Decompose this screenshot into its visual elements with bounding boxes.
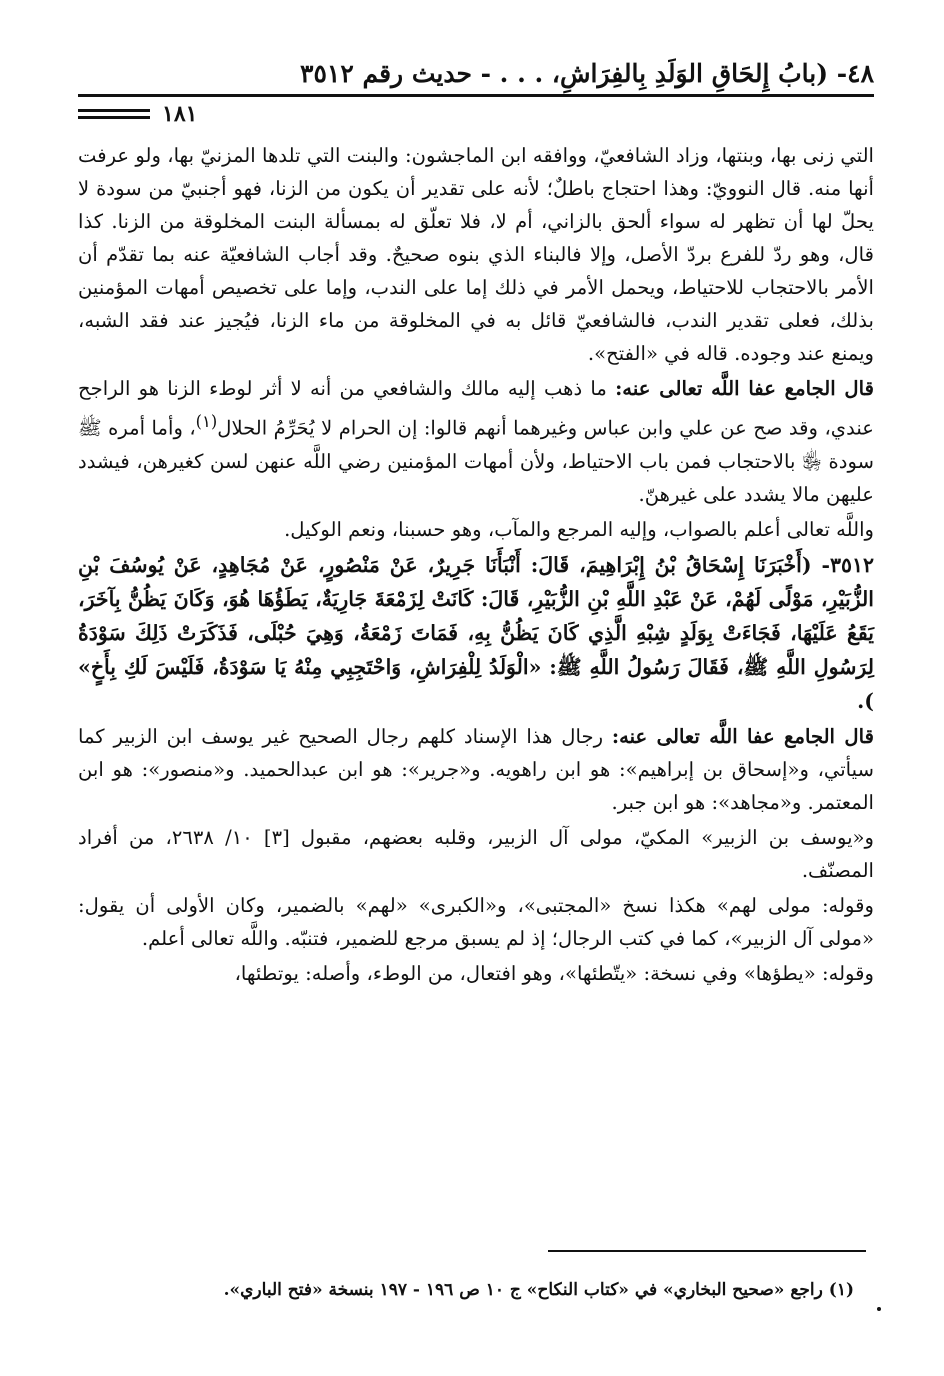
- main-text: [78, 139, 874, 990]
- footnote-ref: (١): [195, 412, 218, 431]
- page-number-row: [78, 99, 874, 129]
- paragraph-narrator: و«يوسف بن الزبير» المكيّ، مولى آل الزبير، وقلبه بعضهم، مقبول [٣] ١٠/ ٢٦٣٨، من أفراد المصنّف.: [78, 825, 875, 882]
- paragraph-closing: واللَّه تعالى أعلم بالصواب، وإليه المرجع والمآب، وهو حسبنا، ونعم الوكيل.: [284, 517, 874, 541]
- footnote: (١) راجع «صحيح البخاري» في «كتاب النكاح» ج ١٠ ص ١٩٦ - ١٩٧ بنسخة «فتح الباري».: [223, 1280, 854, 1300]
- rule-line: [78, 109, 150, 112]
- rule-line: [78, 116, 150, 119]
- paragraph-word-analysis: وقوله: «يطؤها» وفي نسخة: «يتّطئها»، وهو افتعال، من الوطء، وأصله: يوتطئها،: [234, 961, 874, 985]
- author-note-lead: قال الجامع عفا اللَّه تعالى عنه:: [615, 377, 874, 400]
- paragraph-commentary: التي زنى بها، وبنتها، وزاد الشافعيّ، ووافقه ابن الماجشون: والبنت التي تلدها المزنيّ بها، ولو عرفت أنها منه. قال النوويّ: وهذا احتجاج باطلٌ؛ لأنه على تقدير أن يكون من الزنا، فهو أجنبيّ من سودة لا يحلّ لها أن تظهر له سواء ألحق بالزاني، أم لا، فلا تعلّق له بمسألة البنت المخلوقة من الزنا. كذا قال، وهو ردّ للفرع بردّ الأصل، وإلا فالبناء الذي بنوه صحيحٌ. وقد أجاب الشافعيّة عنه بما تقدّم أن الأمر بالاحتجاب للاحتياط، ويحمل الأمر في ذلك إما على الندب، وإما على تخصيص أمهات المؤمنين بذلك، فعلى تقدير الندب، فالشافعيّ قائل به في المخلوقة من ماء الزنا، فيُجيز عند فقد الشبه، ويمنع عند وجوده. قاله في «الفتح».: [78, 144, 874, 365]
- running-header: [78, 52, 874, 97]
- footnote-separator: [548, 1250, 866, 1252]
- author-note-text-b: ، وأما أمره ﷺ سودة ﵂ بالاحتجاب فمن باب الاحتياط، ولأن أمهات المؤمنين رضي اللَّه عنهن لسن كغيرهن، فيشدد عليهن مالا يشدد على غيرهنّ.: [78, 416, 874, 506]
- author-note-text-a: ما ذهب إليه مالك والشافعي من أنه لا أثر لوطء الزنا هو الراجح عندي، وقد صح عن علي وابن عباس وغيرهما أنهم قالوا: إن الحرام لا يُحَرِّمُ الحلال: [78, 377, 874, 440]
- paragraph-isnad-note: [78, 720, 874, 819]
- paragraph-wording-note: وقوله: مولى لهم» هكذا نسخ «المجتبى»، و«الكبرى» «لهم» بالضمير، وكان الأولى أن يقول: «مولى آل الزبير»، كما في كتب الرجال؛ إذ لم يسبق مرجع للضمير، فتنبّه. واللَّه تعالى أعلم.: [78, 893, 874, 950]
- page-number: ١٨١: [162, 101, 198, 127]
- paragraph-author-note: [78, 372, 874, 511]
- hadith-text: ٣٥١٢- (أَخْبَرَنَا إِسْحَاقُ بْنُ إِبْرَاهِيمَ، قَالَ: أَنْبَأَنَا جَرِيرٌ، عَنْ مَنْصُورٍ، عَنْ مُجَاهِدٍ، عَنْ يُوسُفَ بْنِ الزُّبَيْرِ، مَوْلًى لَهُمْ، عَنْ عَبْدِ اللَّهِ بْنِ الزُّبَيْرِ، قَالَ: كَانَتْ لِزَمْعَةَ جَارِيَةٌ، يَطَؤُهَا هُوَ، وَكَانَ يَظُنُّ بِآخَرَ، يَقَعُ عَلَيْهَا، فَجَاءَتْ بِوَلَدٍ شِبْهِ الَّذِي كَانَ يَظُنُّ بِهِ، فَمَاتَ زَمْعَةُ، وَهِيَ حُبْلَى، فَذَكَرَتْ ذَلِكَ سَوْدَةُ لِرَسُولِ اللَّهِ ﷺ، فَقَالَ رَسُولُ اللَّهِ ﷺ: «الْوَلَدُ لِلْفِرَاشِ، وَاحْتَجِبِي مِنْهُ يَا سَوْدَةُ، فَلَيْسَ لَكِ بِأَخٍ» ).: [78, 552, 874, 713]
- book-page: [78, 52, 874, 990]
- page-speck: [877, 1307, 881, 1311]
- chapter-title: ٤٨- (بابُ إِلحَاقِ الوَلَدِ بِالفِرَاشِ، . . . - حديث رقم ٣٥١٢: [300, 59, 874, 88]
- decorative-rules: [78, 109, 150, 119]
- isnad-note-text: رجال هذا الإسناد كلهم رجال الصحيح غير يوسف ابن الزبير كما سيأتي، و«إسحاق بن إبراهيم»: هو ابن راهويه. و«جرير»: هو ابن عبدالحميد. و«منصور»: هو ابن المعتمر. و«مجاهد»: هو ابن جبر.: [78, 724, 874, 814]
- isnad-note-lead: قال الجامع عفا اللَّه تعالى عنه:: [611, 724, 874, 748]
